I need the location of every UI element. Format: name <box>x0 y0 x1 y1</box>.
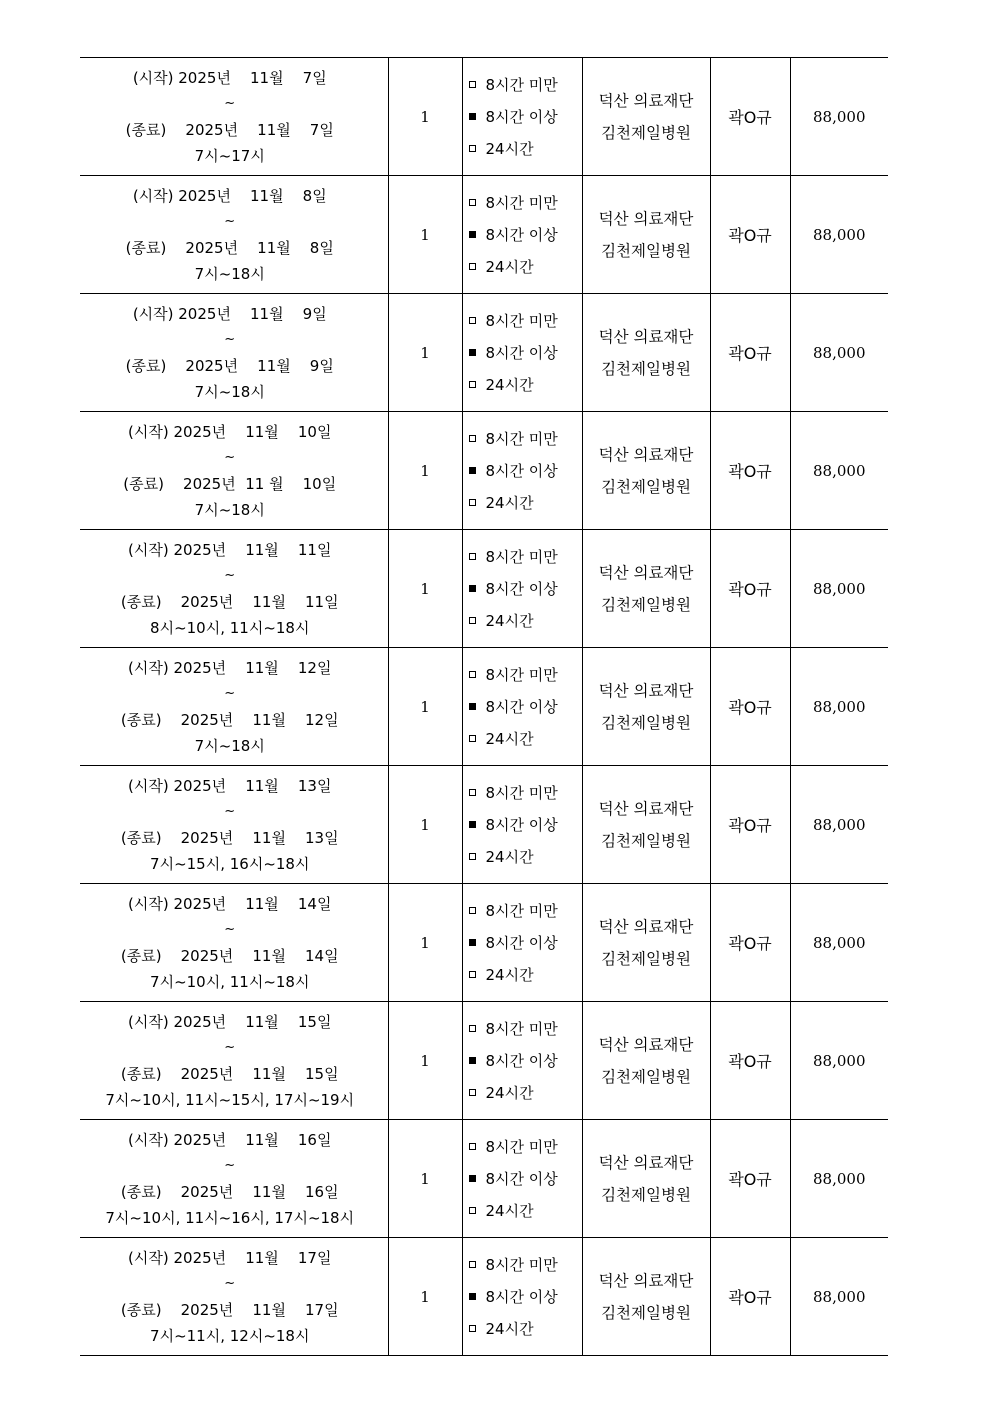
period-cell <box>80 294 388 412</box>
institution-line-1: 덕산 의료재단 <box>598 563 694 582</box>
option-label: 8시간 미만 <box>485 311 558 330</box>
count-cell: 1 <box>388 884 462 1002</box>
checkbox-icon <box>469 703 476 710</box>
duration-options-cell <box>462 412 582 530</box>
hours-range: 7시~17시 <box>194 146 265 165</box>
institution-line-1: 덕산 의료재단 <box>598 1035 694 1054</box>
duration-option <box>469 1045 582 1077</box>
duration-option <box>469 809 582 841</box>
hours-range: 8시~10시, 11시~18시 <box>150 618 310 637</box>
institution-cell <box>582 530 710 648</box>
start-date: (시작) 2025년 11월 14일 <box>128 894 332 913</box>
checkbox-icon <box>469 1293 476 1300</box>
checkbox-icon <box>469 1207 476 1214</box>
person-name-cell: 곽O규 <box>710 1002 790 1120</box>
institution-cell <box>582 58 710 176</box>
checkbox-icon <box>469 821 476 828</box>
hours-range: 7시~18시 <box>194 500 265 519</box>
count-cell: 1 <box>388 176 462 294</box>
option-label: 24시간 <box>485 1319 534 1338</box>
volunteer-record-table <box>80 57 888 1356</box>
option-label: 8시간 이상 <box>485 579 558 598</box>
table-row <box>80 884 888 1002</box>
checkbox-icon <box>469 81 476 88</box>
checkbox-icon <box>469 853 476 860</box>
period-cell <box>80 1120 388 1238</box>
duration-option <box>469 1195 582 1227</box>
person-name-cell: 곽O규 <box>710 294 790 412</box>
amount-cell: 88,000 <box>790 294 888 412</box>
end-date: (종료) 2025년 11월 14일 <box>120 946 339 965</box>
duration-options-cell <box>462 1238 582 1356</box>
range-tilde: ~ <box>224 1039 236 1055</box>
institution-line-1: 덕산 의료재단 <box>598 445 694 464</box>
duration-options-cell <box>462 648 582 766</box>
period-cell <box>80 412 388 530</box>
institution-line-2: 김천제일병원 <box>601 123 691 142</box>
count-cell: 1 <box>388 1120 462 1238</box>
duration-option <box>469 251 582 283</box>
checkbox-icon <box>469 145 476 152</box>
duration-option <box>469 1249 582 1281</box>
institution-line-1: 덕산 의료재단 <box>598 91 694 110</box>
checkbox-icon <box>469 789 476 796</box>
institution-line-1: 덕산 의료재단 <box>598 1271 694 1290</box>
duration-option <box>469 895 582 927</box>
duration-option <box>469 1281 582 1313</box>
amount-cell: 88,000 <box>790 412 888 530</box>
duration-option <box>469 1163 582 1195</box>
institution-cell <box>582 1120 710 1238</box>
duration-option <box>469 133 582 165</box>
checkbox-icon <box>469 1025 476 1032</box>
duration-option <box>469 1131 582 1163</box>
person-name-cell: 곽O규 <box>710 1120 790 1238</box>
option-label: 8시간 이상 <box>485 225 558 244</box>
option-label: 8시간 미만 <box>485 1019 558 1038</box>
option-label: 8시간 이상 <box>485 1169 558 1188</box>
person-name-cell: 곽O규 <box>710 58 790 176</box>
checkbox-icon <box>469 231 476 238</box>
person-name-cell: 곽O규 <box>710 176 790 294</box>
checkbox-icon <box>469 1089 476 1096</box>
duration-option <box>469 369 582 401</box>
checkbox-icon <box>469 617 476 624</box>
end-date: (종료) 2025년 11월 12일 <box>120 710 339 729</box>
option-label: 8시간 미만 <box>485 429 558 448</box>
end-date: (종료) 2025년 11월 8일 <box>125 238 334 257</box>
duration-option <box>469 541 582 573</box>
option-label: 24시간 <box>485 965 534 984</box>
institution-cell <box>582 1002 710 1120</box>
end-date: (종료) 2025년 11월 17일 <box>120 1300 339 1319</box>
end-date: (종료) 2025년 11월 16일 <box>120 1182 339 1201</box>
duration-option <box>469 487 582 519</box>
option-label: 8시간 미만 <box>485 783 558 802</box>
checkbox-icon <box>469 1057 476 1064</box>
institution-line-2: 김천제일병원 <box>601 241 691 260</box>
checkbox-icon <box>469 553 476 560</box>
count-cell: 1 <box>388 1238 462 1356</box>
start-date: (시작) 2025년 11월 11일 <box>128 540 332 559</box>
checkbox-icon <box>469 671 476 678</box>
period-cell <box>80 884 388 1002</box>
period-cell <box>80 530 388 648</box>
checkbox-icon <box>469 735 476 742</box>
hours-range: 7시~18시 <box>194 736 265 755</box>
institution-line-1: 덕산 의료재단 <box>598 681 694 700</box>
duration-option <box>469 219 582 251</box>
range-tilde: ~ <box>224 567 236 583</box>
checkbox-icon <box>469 585 476 592</box>
institution-line-2: 김천제일병원 <box>601 595 691 614</box>
option-label: 8시간 이상 <box>485 343 558 362</box>
amount-cell: 88,000 <box>790 530 888 648</box>
period-cell <box>80 1238 388 1356</box>
duration-option <box>469 101 582 133</box>
person-name-cell: 곽O규 <box>710 884 790 1002</box>
table-body <box>80 58 888 1356</box>
option-label: 8시간 미만 <box>485 193 558 212</box>
duration-option <box>469 841 582 873</box>
person-name-cell: 곽O규 <box>710 648 790 766</box>
table-row <box>80 176 888 294</box>
option-label: 8시간 미만 <box>485 901 558 920</box>
range-tilde: ~ <box>224 95 236 111</box>
institution-line-2: 김천제일병원 <box>601 713 691 732</box>
end-date: (종료) 2025년 11월 7일 <box>125 120 334 139</box>
range-tilde: ~ <box>224 449 236 465</box>
table-row <box>80 1238 888 1356</box>
count-cell: 1 <box>388 766 462 884</box>
count-cell: 1 <box>388 58 462 176</box>
institution-line-1: 덕산 의료재단 <box>598 209 694 228</box>
duration-option <box>469 573 582 605</box>
hours-range: 7시~15시, 16시~18시 <box>150 854 310 873</box>
option-label: 8시간 이상 <box>485 933 558 952</box>
amount-cell: 88,000 <box>790 1002 888 1120</box>
range-tilde: ~ <box>224 213 236 229</box>
institution-line-1: 덕산 의료재단 <box>598 799 694 818</box>
duration-options-cell <box>462 1002 582 1120</box>
institution-line-2: 김천제일병원 <box>601 359 691 378</box>
amount-cell: 88,000 <box>790 58 888 176</box>
table-row <box>80 294 888 412</box>
count-cell: 1 <box>388 294 462 412</box>
institution-line-2: 김천제일병원 <box>601 477 691 496</box>
count-cell: 1 <box>388 530 462 648</box>
start-date: (시작) 2025년 11월 12일 <box>128 658 332 677</box>
end-date: (종료) 2025년 11월 11일 <box>120 592 339 611</box>
checkbox-icon <box>469 113 476 120</box>
institution-cell <box>582 766 710 884</box>
checkbox-icon <box>469 499 476 506</box>
hours-range: 7시~10시, 11시~16시, 17시~18시 <box>105 1208 355 1227</box>
institution-line-1: 덕산 의료재단 <box>598 917 694 936</box>
duration-option <box>469 1013 582 1045</box>
start-date: (시작) 2025년 11월 9일 <box>132 304 327 323</box>
amount-cell: 88,000 <box>790 1238 888 1356</box>
checkbox-icon <box>469 199 476 206</box>
duration-option <box>469 1077 582 1109</box>
duration-option <box>469 305 582 337</box>
hours-range: 7시~10시, 11시~18시 <box>150 972 310 991</box>
checkbox-icon <box>469 1175 476 1182</box>
duration-options-cell <box>462 1120 582 1238</box>
range-tilde: ~ <box>224 685 236 701</box>
table-row <box>80 1120 888 1238</box>
count-cell: 1 <box>388 1002 462 1120</box>
option-label: 8시간 미만 <box>485 547 558 566</box>
range-tilde: ~ <box>224 803 236 819</box>
option-label: 8시간 미만 <box>485 75 558 94</box>
table-row <box>80 58 888 176</box>
duration-option <box>469 777 582 809</box>
option-label: 8시간 미만 <box>485 665 558 684</box>
option-label: 24시간 <box>485 1201 534 1220</box>
person-name-cell: 곽O규 <box>710 1238 790 1356</box>
amount-cell: 88,000 <box>790 884 888 1002</box>
hours-range: 7시~11시, 12시~18시 <box>150 1326 310 1345</box>
institution-line-2: 김천제일병원 <box>601 1067 691 1086</box>
duration-option <box>469 1313 582 1345</box>
checkbox-icon <box>469 971 476 978</box>
person-name-cell: 곽O규 <box>710 766 790 884</box>
institution-cell <box>582 884 710 1002</box>
start-date: (시작) 2025년 11월 15일 <box>128 1012 332 1031</box>
duration-option <box>469 927 582 959</box>
option-label: 24시간 <box>485 1083 534 1102</box>
option-label: 24시간 <box>485 139 534 158</box>
duration-options-cell <box>462 884 582 1002</box>
checkbox-icon <box>469 939 476 946</box>
start-date: (시작) 2025년 11월 8일 <box>132 186 327 205</box>
institution-cell <box>582 412 710 530</box>
institution-line-2: 김천제일병원 <box>601 1303 691 1322</box>
duration-option <box>469 659 582 691</box>
duration-options-cell <box>462 58 582 176</box>
option-label: 8시간 미만 <box>485 1137 558 1156</box>
checkbox-icon <box>469 907 476 914</box>
amount-cell: 88,000 <box>790 1120 888 1238</box>
duration-options-cell <box>462 530 582 648</box>
duration-options-cell <box>462 766 582 884</box>
range-tilde: ~ <box>224 1275 236 1291</box>
duration-option <box>469 605 582 637</box>
end-date: (종료) 2025년 11 월 10일 <box>123 474 337 493</box>
start-date: (시작) 2025년 11월 10일 <box>128 422 332 441</box>
option-label: 8시간 이상 <box>485 107 558 126</box>
range-tilde: ~ <box>224 331 236 347</box>
institution-cell <box>582 648 710 766</box>
option-label: 8시간 이상 <box>485 1287 558 1306</box>
period-cell <box>80 176 388 294</box>
institution-line-2: 김천제일병원 <box>601 1185 691 1204</box>
option-label: 8시간 이상 <box>485 461 558 480</box>
checkbox-icon <box>469 1325 476 1332</box>
amount-cell: 88,000 <box>790 648 888 766</box>
option-label: 8시간 미만 <box>485 1255 558 1274</box>
end-date: (종료) 2025년 11월 9일 <box>125 356 334 375</box>
hours-range: 7시~18시 <box>194 264 265 283</box>
institution-line-2: 김천제일병원 <box>601 831 691 850</box>
end-date: (종료) 2025년 11월 13일 <box>120 828 339 847</box>
duration-option <box>469 691 582 723</box>
start-date: (시작) 2025년 11월 13일 <box>128 776 332 795</box>
start-date: (시작) 2025년 11월 16일 <box>128 1130 332 1149</box>
duration-option <box>469 959 582 991</box>
range-tilde: ~ <box>224 1157 236 1173</box>
checkbox-icon <box>469 435 476 442</box>
checkbox-icon <box>469 349 476 356</box>
table-row <box>80 412 888 530</box>
start-date: (시작) 2025년 11월 17일 <box>128 1248 332 1267</box>
institution-line-1: 덕산 의료재단 <box>598 327 694 346</box>
option-label: 8시간 이상 <box>485 1051 558 1070</box>
range-tilde: ~ <box>224 921 236 937</box>
duration-option <box>469 337 582 369</box>
duration-option <box>469 455 582 487</box>
option-label: 8시간 이상 <box>485 815 558 834</box>
institution-cell <box>582 294 710 412</box>
table-row <box>80 530 888 648</box>
amount-cell: 88,000 <box>790 176 888 294</box>
table-row <box>80 648 888 766</box>
person-name-cell: 곽O규 <box>710 412 790 530</box>
option-label: 24시간 <box>485 375 534 394</box>
period-cell <box>80 1002 388 1120</box>
start-date: (시작) 2025년 11월 7일 <box>132 68 327 87</box>
duration-option <box>469 423 582 455</box>
hours-range: 7시~10시, 11시~15시, 17시~19시 <box>105 1090 355 1109</box>
period-cell <box>80 766 388 884</box>
option-label: 24시간 <box>485 611 534 630</box>
duration-option <box>469 723 582 755</box>
institution-cell <box>582 176 710 294</box>
person-name-cell: 곽O규 <box>710 530 790 648</box>
option-label: 24시간 <box>485 257 534 276</box>
duration-option <box>469 69 582 101</box>
institution-cell <box>582 1238 710 1356</box>
institution-line-2: 김천제일병원 <box>601 949 691 968</box>
option-label: 24시간 <box>485 493 534 512</box>
duration-option <box>469 187 582 219</box>
hours-range: 7시~18시 <box>194 382 265 401</box>
amount-cell: 88,000 <box>790 766 888 884</box>
count-cell: 1 <box>388 648 462 766</box>
period-cell <box>80 58 388 176</box>
checkbox-icon <box>469 381 476 388</box>
duration-options-cell <box>462 176 582 294</box>
period-cell <box>80 648 388 766</box>
table-row <box>80 1002 888 1120</box>
table-row <box>80 766 888 884</box>
checkbox-icon <box>469 263 476 270</box>
checkbox-icon <box>469 317 476 324</box>
checkbox-icon <box>469 1261 476 1268</box>
option-label: 24시간 <box>485 729 534 748</box>
count-cell: 1 <box>388 412 462 530</box>
duration-options-cell <box>462 294 582 412</box>
end-date: (종료) 2025년 11월 15일 <box>120 1064 339 1083</box>
option-label: 24시간 <box>485 847 534 866</box>
checkbox-icon <box>469 1143 476 1150</box>
checkbox-icon <box>469 467 476 474</box>
institution-line-1: 덕산 의료재단 <box>598 1153 694 1172</box>
option-label: 8시간 이상 <box>485 697 558 716</box>
